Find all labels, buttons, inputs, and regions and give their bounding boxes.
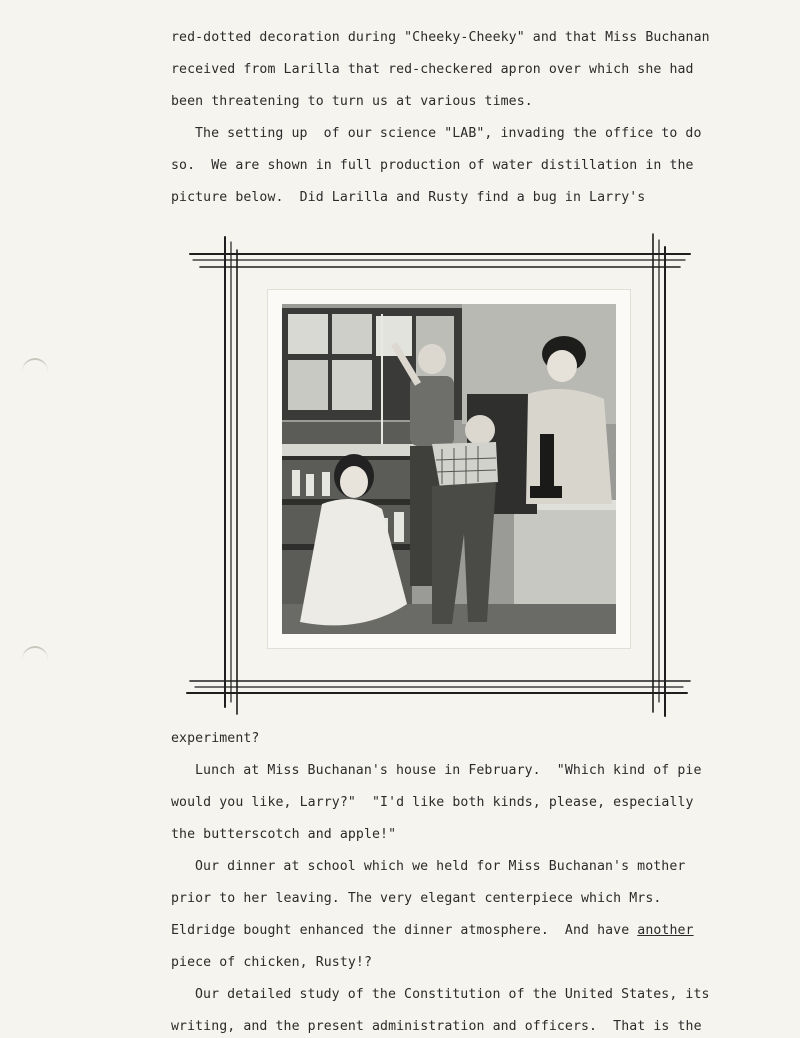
- text-line: The setting up of our science "LAB", invading the office to do: [195, 126, 702, 141]
- text-line: picture below. Did Larilla and Rusty find a bug in Larry's: [171, 190, 646, 205]
- text-line: received from Larilla that red-checkered apron over which she had: [171, 62, 694, 77]
- text-line: Our dinner at school which we held for Miss Buchanan's mother: [195, 859, 686, 874]
- text-line: [171, 923, 694, 938]
- text-line: piece of chicken, Rusty!?: [171, 955, 372, 970]
- text-line: so. We are shown in full production of water distillation in the: [171, 158, 694, 173]
- text-line: been threatening to turn us at various times.: [171, 94, 533, 109]
- underlined-word: another: [637, 923, 694, 938]
- binder-hole-icon: [22, 358, 48, 386]
- binder-hole-icon: [22, 646, 48, 674]
- text-segment: Eldridge bought enhanced the dinner atmosphere. And have: [171, 923, 638, 938]
- text-line: experiment?: [171, 731, 260, 746]
- text-line: the butterscotch and apple!": [171, 827, 397, 842]
- classroom-lab-photo-icon: [282, 304, 616, 634]
- text-line: Our detailed study of the Constitution of the United States, its: [195, 987, 710, 1002]
- text-line: would you like, Larry?" "I'd like both kinds, please, especially: [171, 795, 694, 810]
- text-line: writing, and the present administration and officers. That is the: [171, 1019, 702, 1034]
- text-line: red-dotted decoration during "Cheeky-Cheeky" and that Miss Buchanan: [171, 30, 710, 45]
- text-line: prior to her leaving. The very elegant centerpiece which Mrs.: [171, 891, 662, 906]
- text-line: Lunch at Miss Buchanan's house in February. "Which kind of pie: [195, 763, 702, 778]
